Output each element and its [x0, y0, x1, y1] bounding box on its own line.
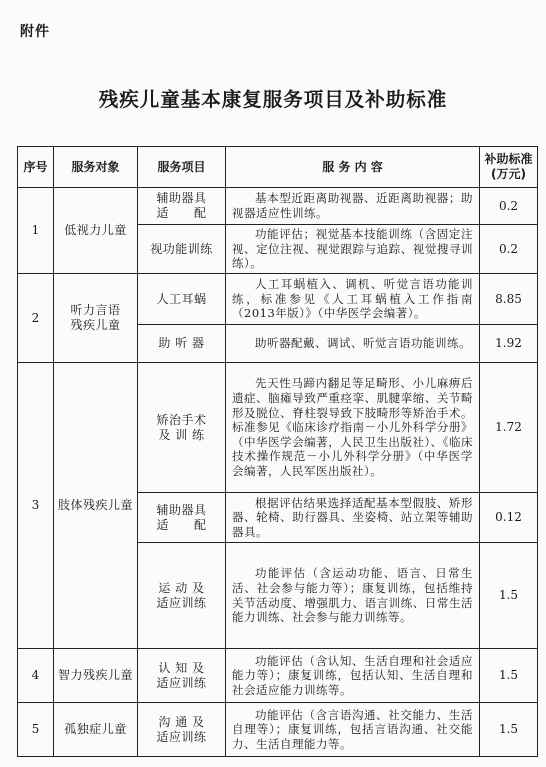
- header-target: 服务对象: [54, 147, 138, 188]
- header-item: 服务项目: [138, 147, 226, 188]
- subsidy-standard: 1.5: [480, 649, 538, 703]
- service-content: 人工耳蜗植入、调机、听觉言语功能训练，标准参见《人工耳蜗植入工作指南（2013年版）》（中华医学会编著）。: [226, 274, 480, 325]
- service-item: 视功能训练: [138, 225, 226, 274]
- service-content: 功能评估（含运动功能、语言、日常生活、社会参与能力等）；康复训练，包括维持关节活动度、增强肌力、语言训练、日常生活能力训练、社会参与能力训练等。: [226, 543, 480, 649]
- subsidy-standard: 8.85: [480, 274, 538, 325]
- subsidy-table: [17, 146, 538, 757]
- service-content: 先天性马蹄内翻足等足畸形、小儿麻痹后遗症、脑瘫导致严重痉挛、肌腱挛缩、关节畸形及脱位、脊柱裂导致下肢畸形等矫治手术。标准参见《临床诊疗指南－小儿外科学分册》（中华医学会编著，人民卫生出版社）、《临床技术操作规范－小儿外科学分册》（中华医学会编著，人民军医出版社）。: [226, 363, 480, 493]
- table-row: [18, 703, 538, 757]
- service-target: 智力残疾儿童: [54, 649, 138, 703]
- service-target: 听力言语 残疾儿童: [54, 274, 138, 363]
- header-standard: 补助标准 (万元): [480, 147, 538, 188]
- subsidy-standard: 1.5: [480, 703, 538, 757]
- service-content: 助听器配戴、调试、听觉言语功能训练。: [226, 325, 480, 363]
- subsidy-standard: 1.72: [480, 363, 538, 493]
- service-content: 根据评估结果选择适配基本型假肢、矫形器、轮椅、助行器具、坐姿椅、站立架等辅助器具。: [226, 493, 480, 543]
- subsidy-standard: 0.2: [480, 188, 538, 225]
- subsidy-standard: 0.2: [480, 225, 538, 274]
- table-row: [18, 363, 538, 493]
- service-item: 认 知 及 适应训练: [138, 649, 226, 703]
- service-target: 肢体残疾儿童: [54, 363, 138, 649]
- subsidy-standard: 0.12: [480, 493, 538, 543]
- service-content: 功能评估；视觉基本技能训练（含固定注视、定位注视、视觉跟踪与追踪、视觉搜寻训练）。: [226, 225, 480, 274]
- service-content: 功能评估（含言语沟通、社交能力、生活自理等）；康复训练，包括言语沟通、社交能力、生活自理能力等。: [226, 703, 480, 757]
- service-content: 基本型近距离助视器、近距离助视器；助视器适应性训练。: [226, 188, 480, 225]
- table-row: [18, 188, 538, 225]
- subsidy-standard: 1.5: [480, 543, 538, 649]
- document-title: 残疾儿童基本康复服务项目及补助标准: [98, 88, 448, 111]
- row-number: 1: [18, 188, 54, 274]
- service-content: 功能评估（含认知、生活自理和社会适应能力等）；康复训练，包括认知、生活自理和社会适应能力训练等。: [226, 649, 480, 703]
- row-number: 5: [18, 703, 54, 757]
- service-item: 沟 通 及 适应训练: [138, 703, 226, 757]
- table-header-row: [18, 147, 538, 188]
- service-item: 辅助器具 适 配: [138, 188, 226, 225]
- service-item: 人工耳蜗: [138, 274, 226, 325]
- row-number: 3: [18, 363, 54, 649]
- subsidy-standard: 1.92: [480, 325, 538, 363]
- header-no: 序号: [18, 147, 54, 188]
- service-target: 低视力儿童: [54, 188, 138, 274]
- annex-label: 附件: [20, 24, 50, 40]
- header-content: 服 务 内 容: [226, 147, 480, 188]
- service-item: 助 听 器: [138, 325, 226, 363]
- table-row: [18, 274, 538, 325]
- service-item: 运 动 及 适应训练: [138, 543, 226, 649]
- table-row: [18, 649, 538, 703]
- service-target: 孤独症儿童: [54, 703, 138, 757]
- row-number: 2: [18, 274, 54, 363]
- service-item: 矫治手术 及 训 练: [138, 363, 226, 493]
- row-number: 4: [18, 649, 54, 703]
- service-item: 辅助器具 适 配: [138, 493, 226, 543]
